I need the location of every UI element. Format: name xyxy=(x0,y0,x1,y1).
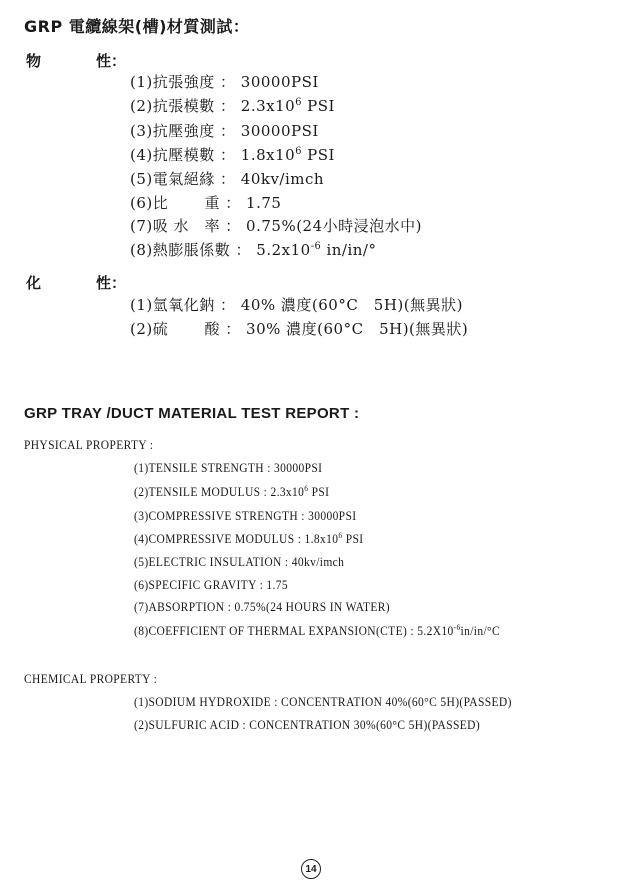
unit: PSI xyxy=(308,485,330,499)
en-chemical-label: CHEMICAL PROPERTY : xyxy=(24,672,158,686)
item-text: (4)COMPRESSIVE MODULUS : 1.8x10 xyxy=(134,532,339,546)
exponent: -6 xyxy=(310,241,322,252)
en-physical-item xyxy=(134,624,500,639)
exponent: 6 xyxy=(338,530,343,540)
exponent: -6 xyxy=(453,622,461,632)
en-physical-item xyxy=(134,555,344,570)
item-text: (3)抗壓強度 ： 30000PSI xyxy=(130,122,319,140)
exponent: 6 xyxy=(295,146,302,157)
item-text: (7)ABSORPTION : 0.75%(24 HOURS IN WATER) xyxy=(134,600,391,614)
en-physical-label: PHYSICAL PROPERTY : xyxy=(24,438,154,452)
unit: PSI xyxy=(301,97,335,115)
zh-chemical-label-b: 性： xyxy=(96,274,127,292)
item-text: (5)ELECTRIC INSULATION : 40kv/imch xyxy=(134,555,345,569)
item-text: (1)氫氧化鈉 ： 40% 濃度(60°C 5H)(無異狀) xyxy=(130,296,463,314)
item-text: (4)抗壓模數 ： 1.8x10 xyxy=(130,146,296,164)
item-text: (6)SPECIFIC GRAVITY : 1.75 xyxy=(134,578,288,592)
unit: in/in/°C xyxy=(460,624,501,638)
zh-physical-item xyxy=(130,71,319,92)
zh-physical-label-a: 物 xyxy=(26,52,42,70)
zh-physical-item xyxy=(130,192,281,213)
item-text: (2)SULFURIC ACID : CONCENTRATION 30%(60°C 5H)(PASSED) xyxy=(134,718,481,732)
item-text: (5)電氣絕緣 ： 40kv/imch xyxy=(130,170,325,188)
zh-physical-item xyxy=(130,239,376,260)
zh-physical-item xyxy=(130,95,335,116)
item-text: (7)吸 水 率 ： 0.75%(24小時浸泡水中) xyxy=(130,217,422,235)
unit: in/in/° xyxy=(321,241,377,259)
item-text: (8)COEFFICIENT OF THERMAL EXPANSION(CTE) : 5.2X10 xyxy=(134,624,454,638)
page-number: 14 xyxy=(301,859,321,879)
unit: PSI xyxy=(342,532,364,546)
zh-physical-item xyxy=(130,168,324,189)
en-title: GRP TRAY /DUCT MATERIAL TEST REPORT : xyxy=(24,405,360,422)
zh-physical-label-b: 性： xyxy=(96,52,127,70)
zh-physical-item xyxy=(130,144,335,165)
en-physical-item xyxy=(134,600,390,615)
zh-chemical-item xyxy=(130,294,463,315)
item-text: (1)抗張強度 ： 30000PSI xyxy=(130,73,319,91)
en-physical-item xyxy=(134,578,288,593)
item-text: (1)SODIUM HYDROXIDE : CONCENTRATION 40%(60°C 5H)(PASSED) xyxy=(134,695,512,709)
item-text: (2)TENSILE MODULUS : 2.3x10 xyxy=(134,485,305,499)
en-physical-item xyxy=(134,461,322,476)
en-physical-item xyxy=(134,532,363,547)
exponent: 6 xyxy=(295,97,302,108)
unit: PSI xyxy=(301,146,335,164)
zh-chemical-label-a: 化 xyxy=(26,274,42,292)
exponent: 6 xyxy=(304,483,309,493)
item-text: (2)硫 酸 ： 30% 濃度(60°C 5H)(無異狀) xyxy=(130,320,469,338)
zh-title: GRP 電纜線架(槽)材質測試： xyxy=(24,17,250,36)
item-text: (6)比 重 ： 1.75 xyxy=(130,194,282,212)
item-text: (1)TENSILE STRENGTH : 30000PSI xyxy=(134,461,323,475)
item-text: (2)抗張模數 ： 2.3x10 xyxy=(130,97,296,115)
en-physical-item xyxy=(134,485,329,500)
item-text: (8)熱膨脹係數 ： 5.2x10 xyxy=(130,241,311,259)
en-chemical-item xyxy=(134,695,512,710)
en-chemical-item xyxy=(134,718,480,733)
item-text: (3)COMPRESSIVE STRENGTH : 30000PSI xyxy=(134,509,357,523)
zh-chemical-item xyxy=(130,318,468,339)
en-physical-item xyxy=(134,509,356,524)
zh-physical-item xyxy=(130,215,422,236)
zh-physical-item xyxy=(130,120,319,141)
